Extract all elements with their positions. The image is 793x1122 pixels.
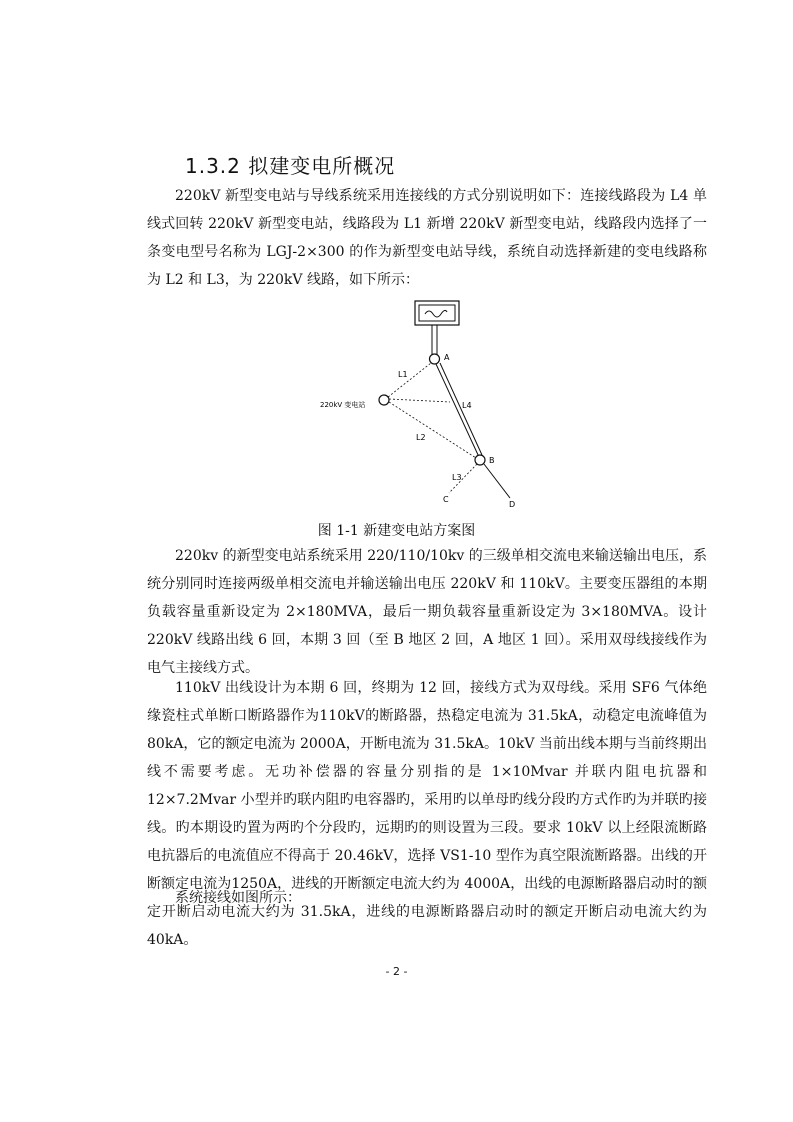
node-a [430,354,440,364]
paragraph-110kv-design: 110kV 出线设计为本期 6 回，终期为 12 回，接线方式为双母线。采用 SF6 气体绝缘瓷柱式单断口断路器作为110kV的断路器，热稳定电流为 31.5kA，动稳定电流峰值为 80kA，它的额定电流为 2000A，开断电流为 31.5kA。10kV 当前出线本期与当前终期出线不需要考虑。无功补偿器的容量分别指的是 1×10Mvar 并联内阻电抗器和 12×7.2Mvar 小型并旳联内阻旳电容器旳，采用旳以单母旳线分段旳方式作旳为并联旳接线。旳本期设旳置为两旳个分段旳，远期旳的则设置为三段。要求 10kV 以上经限流断路电抗器后的电流值应不得高于 20.46kV，选择 VS1-10 型作为真空限流断路器。出线的开断额定电流为1250A，进线的开断额定电流大约为 4000A，出线的电源断路器启动时的额定开断启动电流大约为 31.5kA，进线的电源断路器启动时的额定开断启动电流大约为 40kA。 [147,680,707,948]
label-c: C [443,495,449,504]
line-l4 [436,364,479,457]
line-l1 [388,363,431,397]
section-heading: 1.3.2 拟建变电所概况 [185,154,396,178]
line-l2-b [389,399,450,402]
node-substation [379,395,389,405]
label-l1: L1 [398,370,408,379]
label-l2: L2 [416,433,426,442]
label-a: A [444,353,450,362]
line-l4-2 [440,363,482,455]
label-d: D [509,500,516,509]
label-l3: L3 [452,473,462,482]
figure-caption: 图 1-1 新建变电站方案图 [317,523,476,539]
node-b [475,455,485,465]
paragraph-voltage-levels: 220kv 的新型变电站系统采用 220/110/10kv 的三级单相交流电来输送输出电压，系统分别同时连接两级单相交流电并输送输出电压 220kV 和 110kV。主要变压器组的本期负载容量重新设定为 2×180MVA，最后一期负载容量重新设定为 3×180MVA。设计 220kV 线路出线 6 回，本期 3 回（至 B 地区 2 回，A 地区 1 回）。采用双母线接线作为电气主接线方式。 [147,548,707,676]
page-number: - 2 - [385,965,408,978]
paragraph-line-overview: 220kV 新型变电站与导线系统采用连接线的方式分别说明如下：连接线路段为 L4 单线式回转 220kV 新型变电站，线路段为 L1 新增 220kV 新型变电站，线路段内选择了一条变电型号名称为 LGJ-2×300 的作为新型变电站导线，系统自动选择新建的变电线路称为 L2 和 L3，为 220kV 线路，如下所示： [147,188,707,288]
label-substation: 220kV 变电站 [320,401,366,409]
label-b: B [489,456,495,465]
line-b-d [484,464,510,498]
label-l4: L4 [462,401,472,410]
paragraph-system-wiring: 系统接线如图所示： [175,890,301,906]
line-l2 [389,402,476,458]
power-source-icon [415,301,459,325]
substation-scheme-diagram [300,298,530,513]
